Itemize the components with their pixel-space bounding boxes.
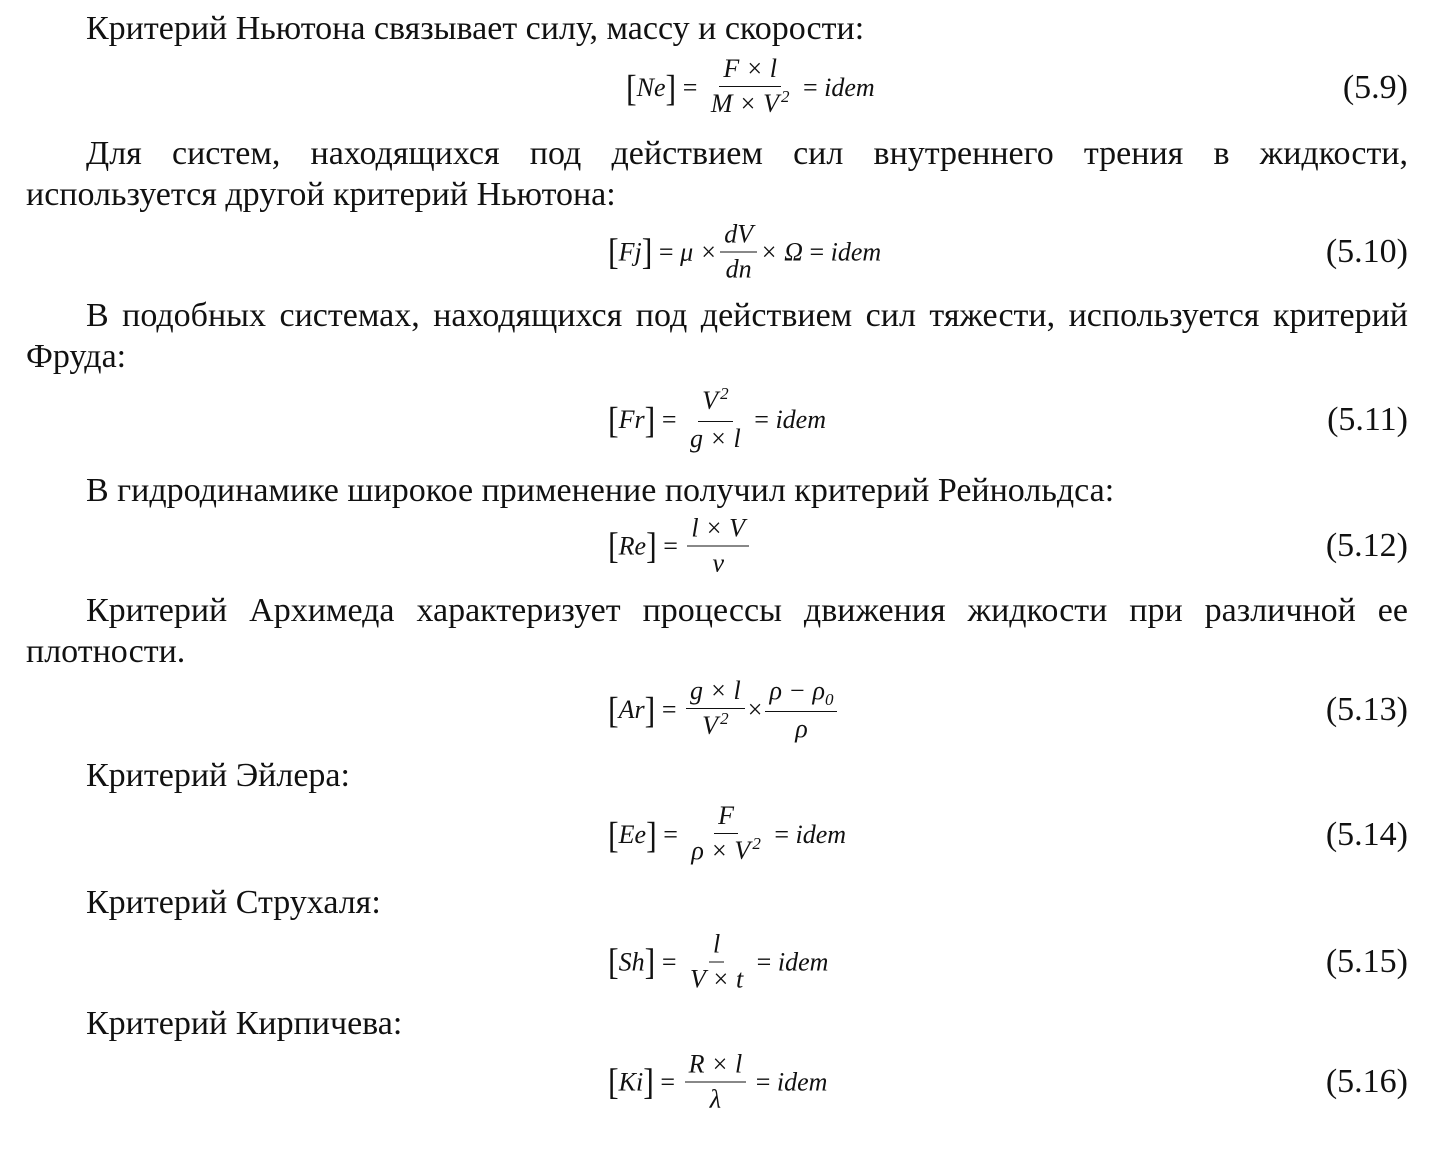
numerator: F × l [719, 54, 781, 87]
equation-number: (5.16) [1325, 1063, 1408, 1100]
fraction [686, 386, 745, 454]
denominator [698, 709, 732, 744]
equation-row-5-13 [0, 660, 1450, 760]
formula-strouhal: [ Sh ] = $\frac{l}{V \times t}$ = idem [608, 929, 829, 994]
formula-euler: [ Ee ] = $\frac{F}{\rho \times V ^2}$ = idem [608, 801, 846, 869]
denominator: λ [709, 1084, 722, 1114]
rhs-idem: idem [824, 73, 875, 102]
numerator [765, 676, 837, 712]
fraction [685, 1050, 747, 1115]
paragraph-froude: В подобных системах, находящихся под действием сил тяжести, используется критерий Фруда: [26, 297, 1408, 375]
exponent: 2 [720, 384, 729, 403]
equation-number: (5.13) [1325, 691, 1408, 728]
exponent: 2 [780, 87, 790, 106]
denominator-base: ρ × V [691, 836, 751, 865]
paragraph-reynolds: В гидродинамике широкое применение получил критерий Рейнольдса: [86, 472, 1115, 509]
paragraph-archimedes: Критерий Архимеда характеризует процессы движения жидкости при различной ее плотности. [26, 592, 1408, 670]
equation-number: (5.11) [1327, 401, 1408, 438]
fraction [720, 220, 757, 285]
fraction [687, 801, 764, 869]
rhs-idem: idem [830, 237, 882, 266]
criterion-symbol: Ee [618, 820, 647, 849]
formula-froude: [ Fr ] = $\frac{V ^2}{g \times l}$ = idem [608, 384, 826, 453]
rhs-idem: idem [776, 1067, 828, 1096]
denominator-base: V [702, 711, 719, 740]
numerator: R × l [685, 1050, 747, 1083]
numerator [698, 386, 732, 422]
equation-row-5-15 [0, 912, 1450, 1012]
fraction [707, 54, 794, 122]
numerator: l × V [687, 514, 749, 547]
denominator: ρ [795, 714, 808, 743]
formula-newton-friction: [ Fj ] = μ × $\frac{dV}{dn}$ × Ω = idem [608, 219, 882, 284]
equation-row-5-16 [0, 1032, 1450, 1132]
fraction [687, 514, 749, 579]
numerator-base: ρ − ρ [769, 676, 825, 705]
denominator: V × t [689, 964, 744, 994]
criterion-symbol: Re [618, 531, 647, 560]
formula-newton: [ Ne ] = $\frac{F \times l}{M \times V ^2}$ = idem [626, 54, 875, 122]
numerator: F [714, 801, 738, 834]
numerator: l [709, 930, 724, 963]
criterion-symbol: Fj [618, 237, 642, 266]
criterion-symbol: Ar [618, 695, 645, 724]
equation-row-5-12 [0, 496, 1450, 596]
equation-number: (5.10) [1325, 233, 1408, 270]
exponent: 2 [752, 834, 761, 853]
formula-archimedes: [ Ar ] = $\frac{g \times l}{V ^2}$ × $\frac{\rho - \rho_0}{\rho}$ [608, 676, 840, 744]
rhs-idem: idem [777, 947, 829, 976]
paragraph-euler: Критерий Эйлера: [86, 757, 350, 794]
denominator: ν [712, 548, 724, 578]
equation-row-5-10 [0, 202, 1450, 302]
criterion-symbol: Fr [618, 405, 645, 434]
paragraph-strouhal: Критерий Струхаля: [86, 884, 381, 921]
equation-number: (5.15) [1325, 943, 1408, 980]
denominator [707, 87, 794, 122]
fraction-first [686, 676, 745, 744]
paragraph-newton-friction: Для систем, находящихся под действием сил внутреннего трения в жидкости, используется другой критерий Ньютона: [26, 135, 1408, 213]
fraction-second [765, 676, 837, 744]
equation-row-5-9 [0, 38, 1450, 138]
equation-number: (5.9) [1342, 69, 1408, 106]
criterion-symbol: Ki [618, 1067, 644, 1096]
criterion-symbol: Sh [618, 947, 645, 976]
formula-kirpichev: [ Ki ] = $\frac{R \times l}{\lambda}$ = idem [608, 1049, 828, 1114]
equation-number: (5.14) [1325, 816, 1408, 853]
equation-number: (5.12) [1325, 527, 1408, 564]
denominator: dn [725, 254, 752, 284]
numerator: g × l [686, 676, 745, 709]
equation-row-5-11 [0, 370, 1450, 470]
paragraph-newton-intro: Критерий Ньютона связывает силу, массу и скорости: [86, 10, 865, 47]
denominator-base: M × V [710, 89, 779, 118]
subscript: 0 [824, 690, 834, 709]
equation-row-5-14 [0, 785, 1450, 885]
numerator: dV [720, 220, 757, 253]
rhs-idem: idem [775, 405, 826, 434]
numerator-base: V [702, 386, 719, 415]
factor-omega: × Ω [760, 237, 803, 266]
denominator [687, 834, 764, 869]
fraction [686, 930, 747, 995]
exponent: 2 [720, 709, 729, 728]
criterion-symbol: Ne [636, 73, 666, 102]
factor-mu: μ × [680, 237, 718, 266]
denominator: g × l [689, 424, 741, 453]
formula-reynolds: [ Re ] = $\frac{l \times V}{\nu}$ [608, 514, 752, 579]
rhs-idem: idem [795, 820, 847, 849]
paragraph-kirpichev: Критерий Кирпичева: [86, 1005, 403, 1042]
